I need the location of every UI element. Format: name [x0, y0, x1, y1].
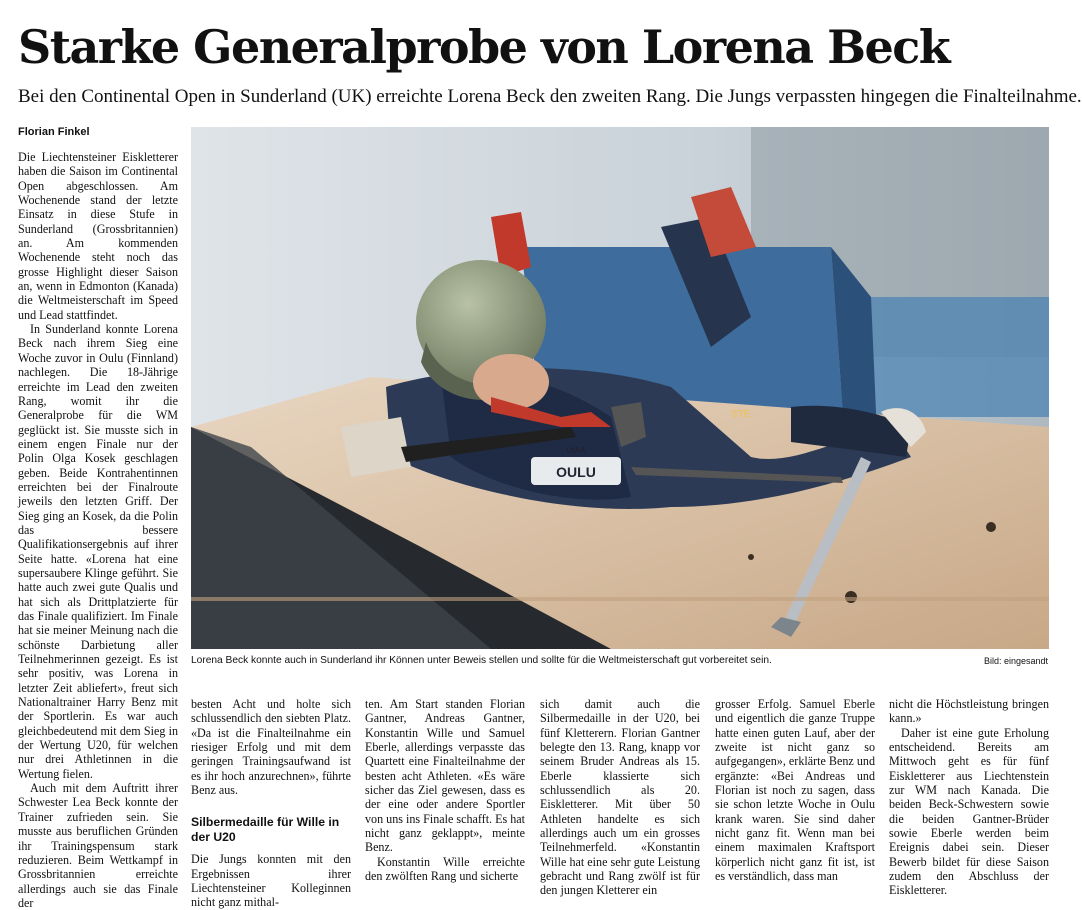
article-headline: Starke Generalprobe von Lorena Beck — [18, 20, 950, 74]
paragraph: Daher ist eine gute Erholung entscheidend. Bereits am Mittwoch geht es für fünf Eiskletterer aus Liechtenstein zur WM nach Kanada. Die beiden Beck-Schwestern sowie die beiden Gantner-Brüder sowie Eberle werden beim Ereignis dabei sein. Dieser Bewerb bildet für diese Saison zudem den Abschluss der Eiskletterer. — [889, 725, 1049, 898]
paragraph: nicht die Höchstleistung bringen kann.» — [889, 697, 1049, 726]
text-column-4 — [540, 697, 700, 898]
text-column-2 — [191, 697, 351, 910]
paragraph: grosser Erfolg. Samuel Eberle und eigentlich die ganze Truppe hatte einen guten Lauf, aber der zweite ist nicht ganz so aufgegangen», erklärte Benz und ergänzte: «Bei Andreas und Florian ist noch zu sagen, dass sie schon letzte Woche in Oulu krank waren. Sie sind daher nicht ganz fit. Wenn man bei einem maximalen Kraftsport körperlich nicht ganz fit ist, ist es verständlich, dass man — [715, 697, 875, 884]
text-column-6 — [889, 697, 1049, 898]
article-photo — [191, 127, 1049, 649]
paragraph: Die Jungs konnten mit den Ergebnissen ihrer Liechtensteiner Kolleginnen nicht ganz mithal- — [191, 852, 351, 910]
paragraph: Die Liechtensteiner Eiskletterer haben die Saison im Continental Open abgeschlossen. Am Wochenende stand der letzte Einsatz in diese Stufe in Sunderland (Grossbritannien) an. Am kommenden Wochenende steht noch das grosse Highlight dieser Saison an, wenn in Edmonton (Kanada) die Weltmeisterschaft im Speed und Lead stattfindet. — [18, 150, 178, 322]
article-subheading: Silbermedaille für Wille in der U20 — [191, 815, 340, 844]
paragraph: besten Acht und holte sich schlussendlich den siebten Platz. «Da ist die Finalteilnahme ein riesiger Erfolg und mit dem geringen Trainingsaufwand ist es ihr hoch anzurechnen», führte Benz aus. — [191, 697, 351, 798]
paragraph: ten. Am Start standen Florian Gantner, Andreas Gantner, Konstantin Wille und Samuel Eberle, allerdings verpasste das Quartett eine Finalteilnahme der besten acht Athleten. «Es wäre sicher das Ziel gewesen, dass es der eine oder andere Sportler von uns ins Finale schafft. Es hat nicht ganz geklappt», meinte Benz. — [365, 697, 525, 855]
text-column-1 — [18, 150, 178, 910]
photo-caption: Lorena Beck konnte auch in Sunderland ihr Können unter Beweis stellen und sollte für die Weltmeisterschaft gut vorbereitet sein. — [191, 655, 772, 666]
ice-climber-photo — [191, 127, 1049, 649]
paragraph: Auch mit dem Auftritt ihrer Schwester Lea Beck konnte der Trainer zufrieden sein. Sie musste aus beruflichen Gründen ihr Trainingspensum stark reduzieren. Beim Wettkampf in Grossbritannien erreichte allerdings auch sie das Finale der — [18, 781, 178, 910]
bib-logo-text: UIAA — [566, 446, 586, 455]
article-subtitle: Bei den Continental Open in Sunderland (UK) erreichte Lorena Beck den zweiten Rang. Die Jungs verpassten hingegen die Finalteilnahme. — [18, 86, 1082, 107]
sleeve-text: STE — [731, 409, 751, 420]
paragraph: In Sunderland konnte Lorena Beck nach ihrem Sieg eine Woche zuvor in Oulu (Finnland) nachlegen. Die 18-Jährige erreichte im Lead den zweiten Rang, womit ihr die Generalprobe für die WM geglückt ist. Sie musste sich in einem engen Finale nur der Polin Olga Kosek geschlagen geben. Beide Kontrahentinnen erreichten bei der Finalroute jeweils den letzten Griff. Der Sieg ging an Kosek, da die Polin das bessere Qualifikationsergebnis auf ihrer Seite hatte. «Lorena hat eine supersaubere Klinge geführt. Sie hatte auch zwei gute Qualis und hat sich als Drittplatzierte für das Finale qualifiziert. Im Finale hat sie meiner Meinung nach die schönste Darbietung aller Teilnehmerinnen gezeigt. Es ist sehr positiv, was Lorena in letzter Zeit abliefert», freut sich Nationaltrainer Harry Benz mit der Sportlerin. Es war auch gleichbedeutend mit dem Sieg in der Wertung U20, für welchen nur drei Athletinnen in die Wertung fielen. — [18, 322, 178, 781]
photo-credit: Bild: eingesandt — [983, 656, 1048, 666]
text-column-3 — [365, 697, 525, 883]
author-byline: Florian Finkel — [18, 126, 90, 138]
bib-number-text: OULU — [556, 464, 596, 480]
text-column-5 — [715, 697, 875, 883]
paragraph: Konstantin Wille erreichte den zwölften Rang und sicherte — [365, 854, 525, 884]
paragraph: sich damit auch die Silbermedaille in der U20, bei fünf Kletterern. Florian Gantner belegte den 13. Rang, knapp vor seinem Bruder Andreas als 15. Eberle klassierte sich schlussendlich als 20. Eiskletterer. Mit über 50 Athleten handelte es sich allerdings auch um ein grosses Teilnehmerfeld. «Konstantin Wille hat eine sehr gute Leistung gebracht und Rang zwölf ist für den jungen Kletterer ein — [540, 697, 700, 898]
